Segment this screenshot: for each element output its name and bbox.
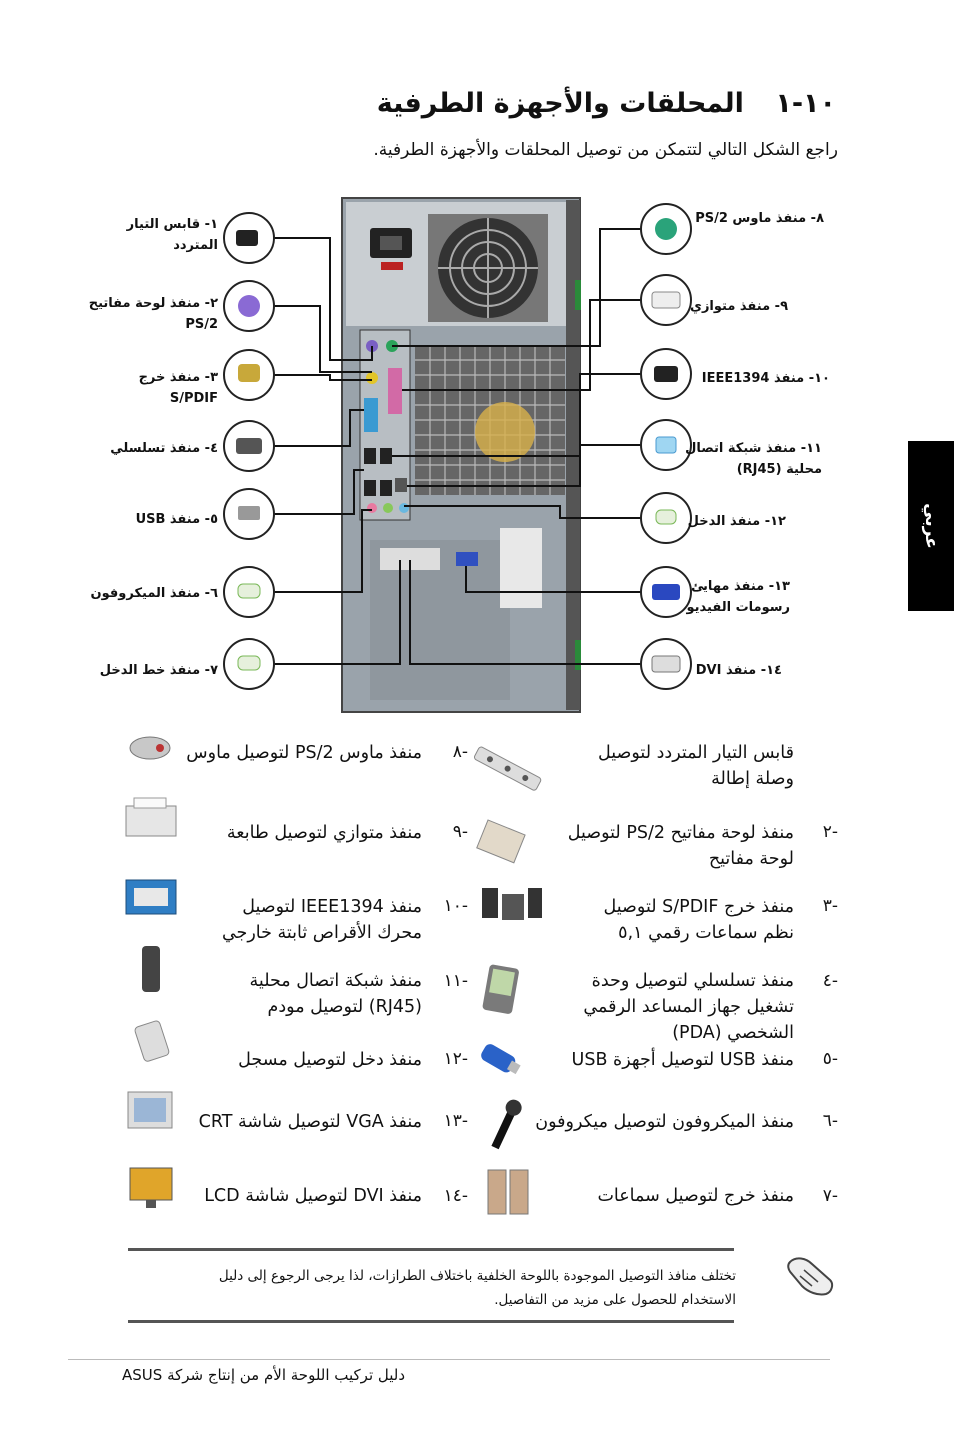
page-title [377,88,836,119]
list-num-7: -٧ [822,1186,838,1206]
label-parallel: ٩- منفذ متوازي [690,299,788,314]
keyboard-thumb [477,820,525,863]
usb-port-4 [380,480,392,496]
label-ac-plug: ١- قابس التيار المتردد [126,217,218,253]
list-num-14: -١٤ [443,1186,468,1206]
list-num-10: -١٠ [443,896,468,916]
label-line-out: ٧- منفذ خط الدخل [99,663,218,678]
usb-port-2 [380,448,392,464]
list-num-6: -٦ [822,1111,838,1131]
lcd-monitor-thumb [130,1168,172,1208]
note-top-rule [128,1248,734,1251]
list-num-8: -٨ [452,742,468,762]
list-item-10: منفذ IEEE1394 لتوصيل محرك الأقراص ثابتة خارجي [221,897,422,943]
label-line-in: ١٢- منفذ الدخل [687,514,786,529]
spdif-port [366,372,378,384]
usb-port-1 [364,448,376,464]
list-num-5: -٥ [822,1049,838,1069]
parallel-port [388,368,402,414]
speaker-pair-thumb [488,1170,528,1214]
list-item-8: منفذ ماوس PS/2 لتوصيل ماوس [186,743,422,763]
list-item-14: منفذ DVI لتوصيل شاشة LCD [204,1186,422,1206]
hand-note-icon [784,1250,840,1300]
list-item-1: قابس التيار المتردد لتوصيل وصلة إطالة [598,743,794,789]
list-item-2: منفذ لوحة مفاتيح PS/2 لتوصيل لوحة مفاتيح [567,823,794,869]
list-item-4: منفذ تسلسلي لتوصيل وحدة تشغيل جهاز المساعد الرقمي الشخصي (PDA) [583,971,794,1043]
label-serial: ٤- منفذ تسلسلي [110,441,218,456]
usb-device-thumb [479,1042,523,1078]
note-bottom-rule [128,1320,734,1323]
printer-thumb [126,798,176,836]
microphone-thumb [488,1097,524,1151]
label-usb: ٥- منفذ USB [135,512,218,527]
speakers-thumb [482,888,542,920]
pda-thumb [482,964,520,1015]
list-num-11: -١١ [443,971,468,991]
line-in-port [399,503,409,513]
line-out-port [383,503,393,513]
list-item-6: منفذ الميكروفون لتوصيل ميكروفون [535,1112,794,1132]
psu-switch [381,262,403,270]
footer-text: دليل تركيب اللوحة الأم من إنتاج شركة ASUS [122,1366,406,1384]
footer-rule [68,1359,830,1360]
section-title: المحلقات والأجهزة الطرفية [376,88,744,119]
external-drive-thumb [126,880,176,914]
label-mic: ٦- منفذ الميكروفون [90,586,218,601]
power-strip-thumb [473,746,541,791]
list-item-11: منفذ شبكة اتصال محلية (RJ45) لتوصيل مودم [249,971,422,1017]
lan-port [395,478,407,492]
list-item-9: منفذ متوازي لتوصيل طابعة [226,823,422,843]
list-num-9: -٩ [452,822,468,842]
label-vga: ١٣- منفذ مهايئ رسومات الفيديو [686,579,790,615]
language-tab-label: عربي [921,503,941,549]
list-num-4: -٤ [822,971,838,991]
section-number: ١٠-١ [775,88,836,119]
list-num-13: -١٣ [443,1111,468,1131]
list-item-13: منفذ VGA لتوصيل شاشة CRT [198,1112,422,1132]
case-clip [575,280,581,310]
list-item-5: منفذ USB لتوصيل أجهزة USB [571,1050,794,1070]
mouse-thumb [130,737,170,759]
list-item-3: منفذ خرج S/PDIF لتوصيل نظم سماعات رقمي ٥,١ [603,897,794,943]
list-num-12: -١٢ [443,1049,468,1069]
vga-port [456,552,478,566]
case-clip-2 [575,640,581,670]
label-ps2-keyboard: ٢- منفذ لوحة مفاتيح PS/2 [88,296,218,332]
psu-socket-inner [380,236,402,250]
list-num-3: -٣ [822,896,838,916]
device-thumbnails [120,728,560,1228]
list-item-12: منفذ دخل لتوصيل مسجل [238,1050,422,1070]
list-item-7: منفذ خرج لتوصيل سماعات [597,1186,794,1206]
mic-port [367,503,377,513]
modem-thumb [142,946,160,992]
label-rj45: ١١- منفذ شبكة اتصال محلية (RJ45) [685,441,822,477]
asus-label [500,528,542,608]
label-ps2-mouse: ٨- منفذ ماوس PS/2 [695,211,824,226]
note-text: تختلف منافذ التوصيل الموجودة باللوحة الخلفية باختلاف الطرازات، لذا يرجى الرجوع إلى دليل الاستخدام للحصول على مزيد من التفاصيل. [218,1268,736,1308]
label-spdif: ٣- منفذ خرج S/PDIF [138,370,218,406]
usb-port-3 [364,480,376,496]
fan-hub [475,402,535,462]
intro-text: راجع الشكل التالي لتتمكن من توصيل المحلقات والأجهزة الطرفية. [373,140,838,160]
serial-port [364,398,378,432]
label-ieee1394: ١٠- منفذ IEEE1394 [701,371,830,386]
recorder-thumb [134,1020,170,1062]
label-dvi: ١٤- منفذ DVI [695,663,782,678]
list-num-2: -٢ [822,822,838,842]
crt-monitor-thumb [128,1092,172,1128]
